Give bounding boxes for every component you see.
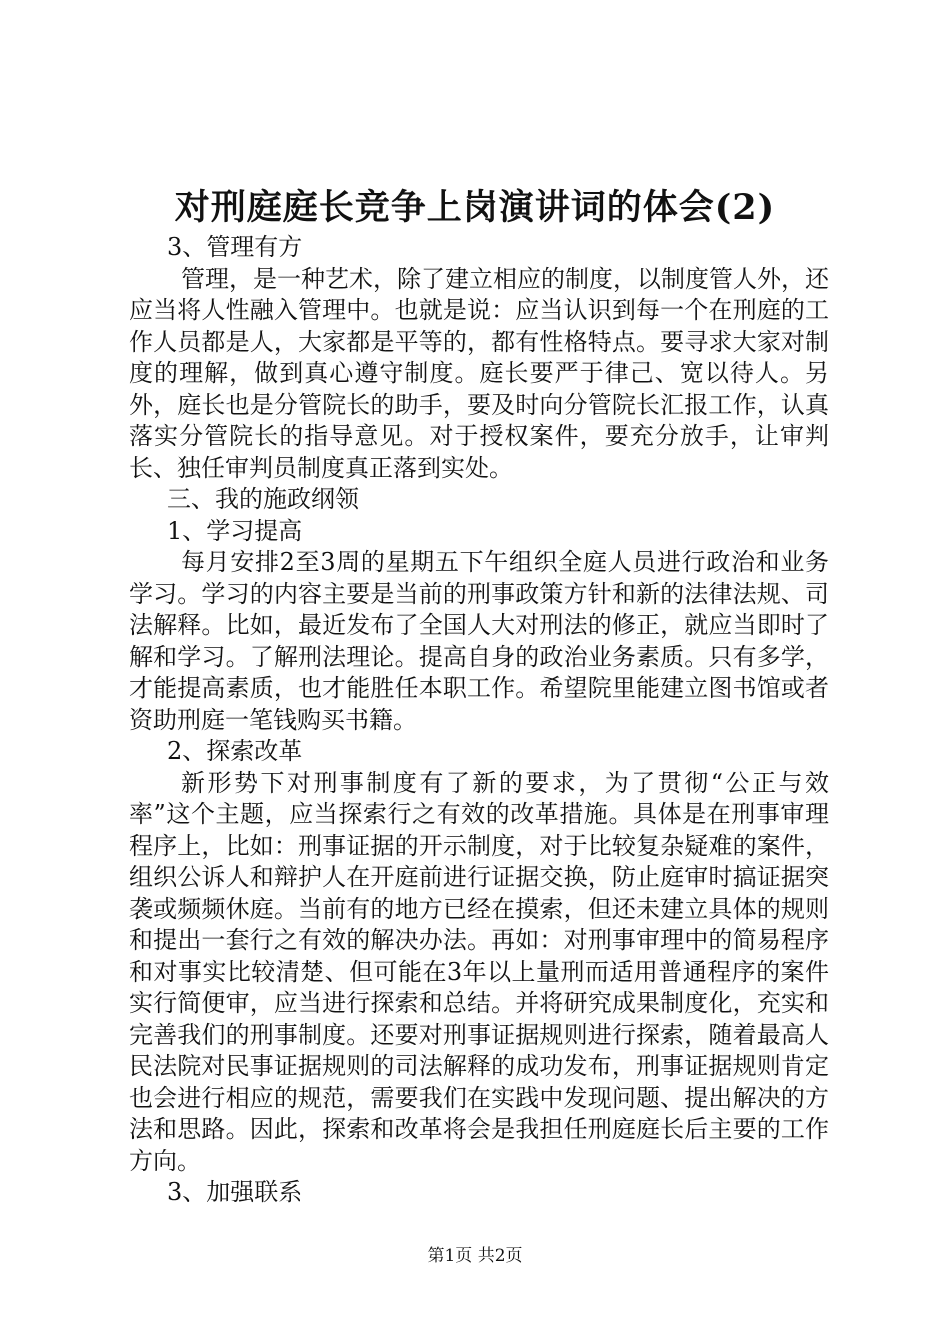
section-heading-reform: 2、探索改革 <box>167 737 303 765</box>
page-footer: 第1页 共2页 <box>427 1246 523 1266</box>
section-heading-agenda: 三、我的施政纲领 <box>167 485 359 513</box>
section-heading-liaison: 3、加强联系 <box>167 1178 303 1206</box>
paragraph-management: 管理，是一种艺术，除了建立相应的制度，以制度管人外，还应当将人性融入管理中。也就是说：应当认识到每一个在刑庭的工作人员都是人，大家都是平等的，都有性格特点。要寻求大家对制度的理解，做到真心遵守制度。庭长要严于律己、宽以待人。另外，庭长也是分管院长的助手，要及时向分管院长汇报工作，认真落实分管院长的指导意见。对于授权案件，要充分放手，让审判长、独任审判员制度真正落到实处。 <box>129 264 829 482</box>
paragraph-study: 每月安排2至3周的星期五下午组织全庭人员进行政治和业务学习。学习的内容主要是当前的刑事政策方针和新的法律法规、司法解释。比如，最近发布了全国人大对刑法的修正，就应当即时了解和学习。了解刑法理论。提高自身的政治业务素质。只有多学，才能提高素质，也才能胜任本职工作。希望院里能建立图书馆或者资助刑庭一笔钱购买书籍。 <box>129 548 829 734</box>
document-body <box>129 232 829 1209</box>
section-heading-study: 1、学习提高 <box>167 516 303 545</box>
section-heading-management: 3、管理有方 <box>167 233 303 261</box>
paragraph-reform: 新形势下对刑事制度有了新的要求，为了贯彻“公正与效率”这个主题，应当探索行之有效的改革措施。具体是在刑事审理程序上，比如：刑事证据的开示制度，对于比较复杂疑难的案件，组织公诉人和辩护人在开庭前进行证据交换，防止庭审时搞证据突袭或频频休庭。当前有的地方已经在摸索，但还未建立具体的规则和提出一套行之有效的解决办法。再如：对刑事审理中的简易程序和对事实比较清楚、但可能在3年以上量刑而适用普通程序的案件实行简便审，应当进行探索和总结。并将研究成果制度化，充实和完善我们的刑事制度。还要对刑事证据规则进行探索，随着最高人民法院对民事证据规则的司法解释的成功发布，刑事证据规则肯定也会进行相应的规范，需要我们在实践中发现问题、提出解决的方法和思路。因此，探索和改革将会是我担任刑庭庭长后主要的工作方向。 <box>129 768 829 1175</box>
document-title: 对刑庭庭长竞争上岗演讲词的体会(2) <box>174 187 776 228</box>
